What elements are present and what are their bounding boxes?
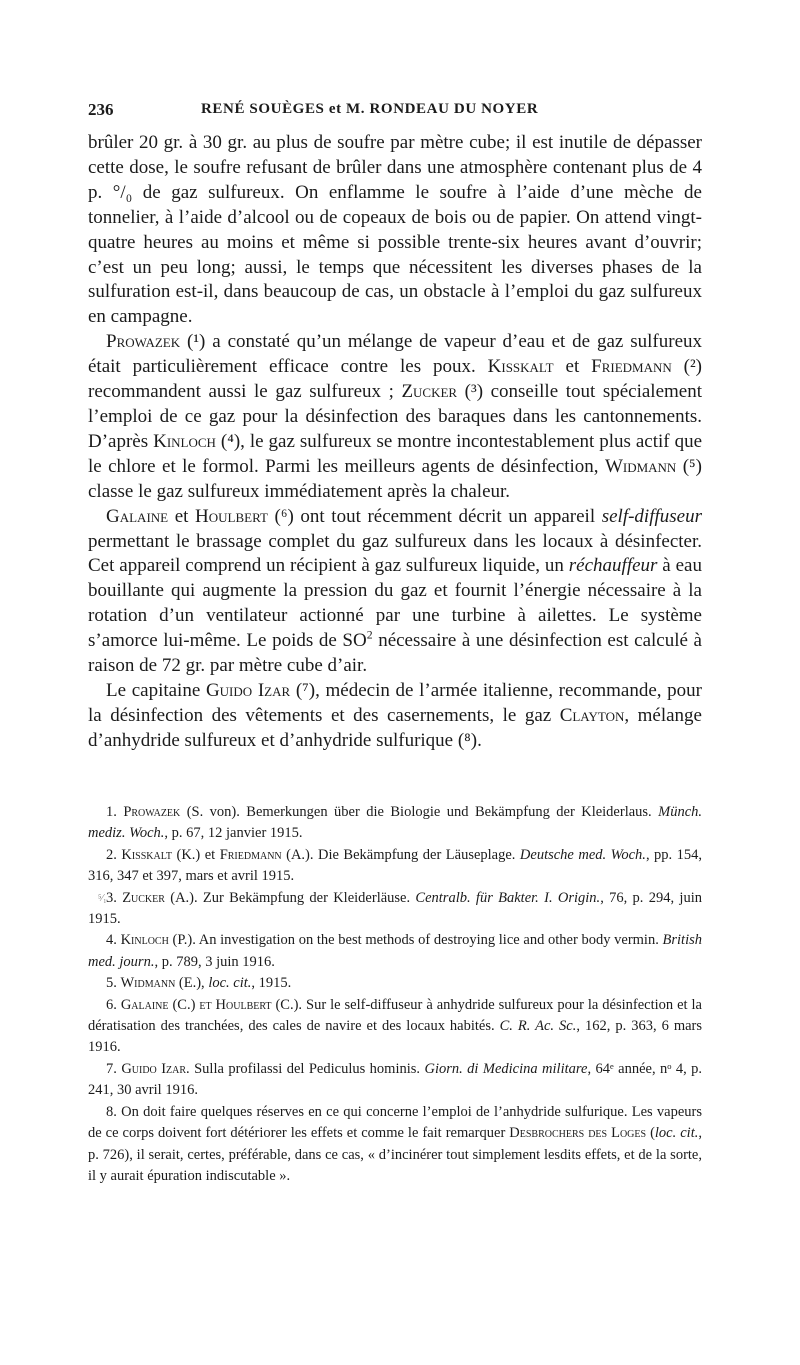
product-name: Clayton	[559, 704, 625, 726]
author-name: Zucker	[401, 381, 458, 403]
margin-mark: ⁵⁄₁	[98, 892, 107, 904]
footnote-ref: (²)	[671, 356, 702, 378]
footnote-2: 2. Kisskalt (K.) et Friedmann (A.). Die Bekämpfung der Läuseplage. Deutsche med. Woch., pp. 154, 316, 347 et 397, mars et avril 1915.	[88, 846, 703, 885]
footnote-1: 1. Prowazek (S. von). Bemerkungen über die Biologie und Bekämpfung der Kleiderlaus. Münch. mediz. Woch., p. 67, 12 janvier 1915.	[88, 804, 703, 842]
footnote-ref: (¹)	[187, 331, 206, 353]
page-number: 236	[88, 100, 114, 119]
page-header	[88, 100, 702, 124]
footnote-8: 8. On doit faire quelques réserves en ce qui concerne l’emploi de l’anhydride sulfurique. Les vapeurs de ce corps doivent fort détériorer les effets et comme le fait remarquer Desbrochers des Loges (loc. cit., p. 726), il serait, certes, préférable, dans ce cas, « d’incinérer tout simplement lesdits effets, et de la sorte, il y aurait épuration indiscutable ».	[88, 1103, 702, 1184]
author-name: Houlbert	[195, 505, 268, 527]
footnote-ref: (⁵)	[676, 455, 703, 477]
author-name: Friedmann	[591, 356, 672, 378]
footnote-ref: (⁴)	[215, 430, 241, 452]
paragraph-3: Galaine et Houlbert (⁶) ont tout récemment décrit un appareil self-diffuseur permettant le brassage complet du gaz sulfureux dans les locaux à désinfecter. Cet appareil comprend un récipient à gaz sulfureux liquide, un réchauffeur à eau bouillante qui augmente la pression du gaz et fournit l’énergie nécessaire à la rotation d’un ventilateur actionné par une turbine à ailettes. Le système s’amorce lui-même. Le poids de $SO^2$ nécessaire à une désinfection est calculé à raison de 72 gr. par mètre cube d’air.	[88, 505, 702, 677]
footnote-ref: (³)	[457, 381, 484, 403]
footnote-4: 4. Kinloch (P.). An investigation on the best methods of destroying lice and other body vermin. British med. journ., p. 789, 3 juin 1916.	[88, 932, 702, 970]
author-name: Guido Izar	[205, 679, 291, 701]
footnote-ref: (⁷)	[290, 679, 316, 701]
footnote-3: ⁵⁄₁ 3. Zucker (A.). Zur Bekämpfung der Kleiderläuse. Centralb. für Bakter. I. Origin., 76, p. 294, juin 1915.	[88, 888, 702, 931]
author-name: Prowazek	[106, 331, 181, 353]
italic-term: réchauffeur	[568, 555, 658, 577]
footnote-6: 6. Galaine (C.) et Houlbert (C.). Sur le self-diffuseur à anhydride sulfureux pour la désinfection et la dératisation des tranchées, des cales de navire et des locaux habités. C. R. Ac. Sc., 162, p. 363, 6 mars 1916.	[88, 996, 703, 1056]
author-name: Galaine	[106, 505, 169, 527]
author-name: Kisskalt	[487, 356, 554, 378]
author-name: Widmann	[604, 455, 677, 477]
italic-term: self-diffuseur	[601, 505, 702, 527]
paragraph-4: Le capitaine Guido Izar (⁷), médecin de l’armée italienne, recommande, pour la désinfection des vêtements et des casernements, le gaz Clayton, mélange d’anhydride sulfureux et d’anhydride sulfurique (⁸).	[88, 679, 703, 751]
footnote-ref: (⁶)	[267, 505, 294, 527]
author-name: Kinloch	[153, 430, 216, 452]
footnote-7: 7. Guido Izar. Sulla profilassi del Pediculus hominis. Giorn. di Medicina militare, 64ᵉ année, nᵒ 4, p. 241, 30 avril 1916.	[88, 1060, 703, 1099]
footnotes	[88, 802, 702, 1187]
paragraph-2: Prowazek (¹) a constaté qu’un mélange de vapeur d’eau et de gaz sulfureux était particulièrement efficace contre les poux. Kisskalt et Friedmann (²) recommandent aussi le gaz sulfureux ; Zucker (³) conseille tout spécialement l’emploi de ce gaz pour la désinfection des baraques dans les cantonnements. D’après Kinloch (⁴), le gaz sulfureux se montre incontestablement plus actif que le chlore et le formol. Parmi les meilleurs agents de désinfection, Widmann (⁵) classe le gaz sulfureux immédiatement après la chaleur.	[88, 331, 703, 502]
superscript: 2	[366, 628, 373, 642]
running-head: RENÉ SOUÈGES et M. RONDEAU DU NOYER	[201, 101, 539, 117]
paragraph-1: brûler 20 gr. à 30 gr. au plus de soufre par mètre cube; il est inutile de dépasser cette dose, le soufre refusant de brûler dans une atmosphère contenant plus de 4 p. °/₀ de gaz sulfureux. On enflamme le soufre à l’aide d’une mèche de tonnelier, à l’aide d’alcool ou de copeaux de bois ou de papier. On attend vingt-quatre heures au moins et même si possible trente-six heures avant d’ouvrir; c’est un peu long; aussi, le temps que nécessitent les diverses phases de la sulfuration est-il, dans beaucoup de cas, un obstacle à l’emploi du gaz sulfureux en campagne.	[88, 132, 702, 328]
footnote-5: 5. Widmann (E.), loc. cit., 1915.	[106, 975, 292, 992]
main-text	[88, 131, 702, 754]
